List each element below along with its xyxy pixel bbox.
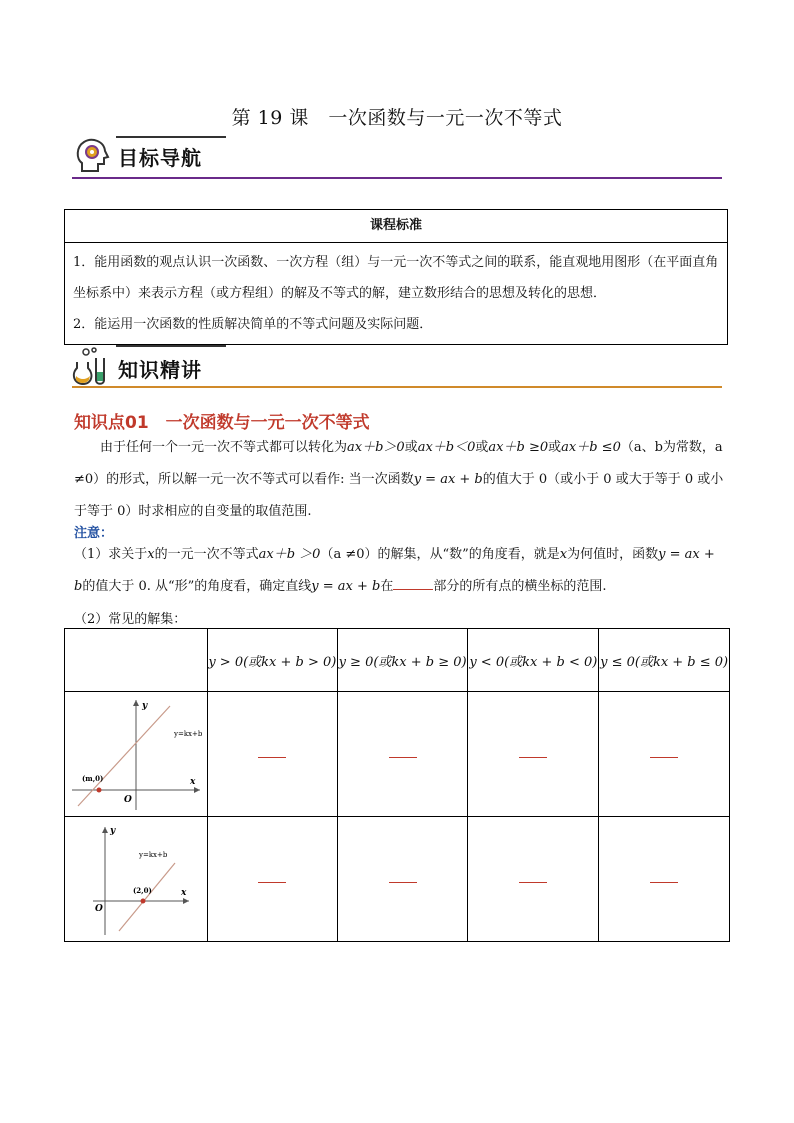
origin-label: O [94, 904, 103, 914]
table-corner-cell [65, 629, 208, 692]
header-topline [116, 136, 226, 138]
function-expression: y = ax + b [311, 579, 381, 594]
text: 或 [404, 440, 418, 455]
point-label: (m,0) [81, 774, 104, 783]
answer-blank[interactable] [519, 757, 547, 758]
inequality: ax＋b＜0 [417, 440, 476, 455]
standard-item-2: 2．能运用一次函数的性质解决简单的不等式问题及实际问题． [73, 317, 433, 332]
column-header: y ≤ 0(或kx + b ≤ 0) [599, 629, 730, 692]
section-label: 知识精讲 [118, 358, 202, 382]
text: 由于任何一个一元一次不等式都可以转化为 [100, 440, 348, 455]
header-topline [116, 345, 226, 347]
graph-cell [65, 692, 208, 817]
column-header: y > 0(或kx + b > 0) [207, 629, 337, 692]
x-axis-label: x [189, 777, 196, 787]
standard-item-1: 1．能用函数的观点认识一次函数、一次方程（组）与一元一次不等式之间的联系，能直观地用图形（在平面直角坐标系中）来表示方程（或方程组）的解及不等式的解，建立数形结合的思想及转化的思想． [73, 255, 719, 301]
table-header: 课程标准 [65, 210, 728, 243]
section-label: 目标导航 [118, 146, 202, 170]
function-label: y=kx+b [138, 851, 168, 859]
text: （a、b为常数，a ≠0）的形式，所以解一元一次不等式可以看作: 当一次函数 [74, 440, 723, 487]
standard-items [65, 243, 728, 345]
answer-blank[interactable] [389, 757, 417, 758]
y-axis-label: y [141, 701, 148, 711]
inequality: ax＋b＞0 [347, 440, 405, 455]
note-item-1 [74, 539, 726, 603]
text: （1）求关于 [74, 547, 148, 562]
answer-blank[interactable] [258, 757, 286, 758]
section-header-knowledge [72, 342, 722, 388]
knowledge-point-title: 知识点01 一次函数与一元一次不等式 [74, 413, 370, 433]
fill-blank[interactable] [393, 577, 433, 590]
answer-cell[interactable] [599, 817, 730, 942]
answer-blank[interactable] [389, 882, 417, 883]
answer-cell[interactable] [468, 692, 599, 817]
text: 部分的所有点的横坐标的范围. [433, 579, 607, 594]
inequality: ax＋b ＞0 [258, 547, 321, 562]
graph-cell [65, 817, 208, 942]
column-header: y < 0(或kx + b < 0) [468, 629, 599, 692]
answer-cell[interactable] [207, 692, 337, 817]
function-expression: y = ax + b [74, 547, 715, 594]
origin-label: O [123, 795, 132, 805]
text: 的一元一次不等式 [154, 547, 259, 562]
note-label: 注意： [74, 526, 114, 541]
answer-blank[interactable] [650, 882, 678, 883]
page-title: 第 19 课 一次函数与一元一次不等式 [231, 107, 563, 129]
x-axis-label: x [180, 888, 187, 898]
answer-cell[interactable] [337, 817, 468, 942]
column-header: y ≥ 0(或kx + b ≥ 0) [337, 629, 468, 692]
text: 为何值时，函数 [567, 547, 659, 562]
answer-cell[interactable] [207, 817, 337, 942]
text: 或 [475, 440, 489, 455]
text: （a ≠0）的解集，从“数”的角度看，就是 [320, 547, 560, 562]
text: 或 [548, 440, 562, 455]
variable: x [147, 547, 155, 562]
lab-flask-icon [72, 346, 110, 386]
inequality: ax＋b ≤0 [561, 440, 621, 455]
text: 的值大于 0. 从“形”的角度看，确定直线 [82, 579, 312, 594]
answer-cell[interactable] [599, 692, 730, 817]
point-label: (2,0) [132, 886, 152, 895]
section-header-goals [72, 133, 722, 179]
note-item-2: （2）常见的解集： [74, 612, 187, 627]
answer-blank[interactable] [650, 757, 678, 758]
graph-increasing-line-2 [71, 819, 201, 939]
y-axis-label: y [109, 826, 116, 836]
text: 的值大于 0（或小于 0 或大于等于 0 或小于等于 0）时求相应的自变量的取值范围. [74, 472, 724, 519]
section-divider [72, 177, 722, 179]
answer-cell[interactable] [337, 692, 468, 817]
curriculum-standard-table [64, 209, 728, 345]
variable: x [559, 547, 568, 562]
function-expression: y = ax + b [413, 472, 483, 487]
inequality: ax＋b ≥0 [488, 440, 549, 455]
answer-blank[interactable] [258, 882, 286, 883]
brain-gear-icon [74, 137, 110, 175]
answer-blank[interactable] [519, 882, 547, 883]
text: 在 [380, 579, 394, 594]
section-divider [72, 386, 722, 388]
answer-cell[interactable] [468, 817, 599, 942]
intro-paragraph [74, 432, 726, 528]
graph-increasing-line [66, 694, 206, 814]
function-label: y=kx+b [173, 730, 203, 738]
solution-set-table [64, 628, 730, 942]
